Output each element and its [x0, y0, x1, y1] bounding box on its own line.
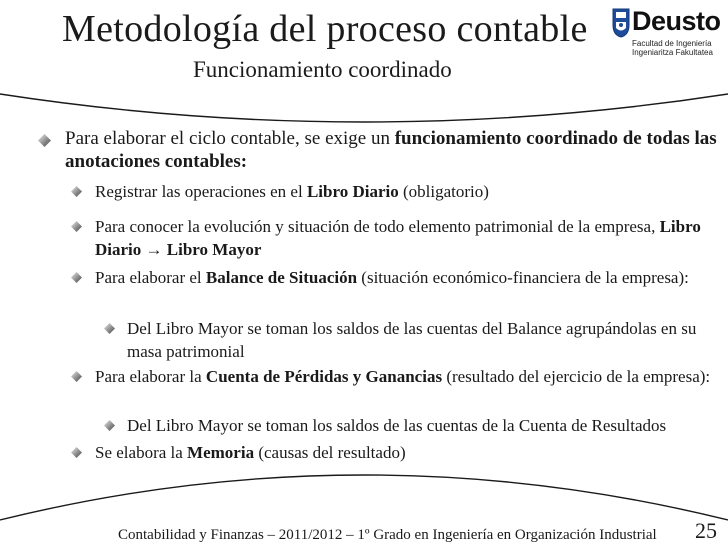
- item-text: (resultado del ejercicio de la empresa):: [442, 367, 711, 386]
- logo-faculty-es: Facultad de Ingeniería: [632, 39, 712, 48]
- logo-faculty-eu: Ingeniaritza Fakultatea: [632, 48, 713, 57]
- item-text: Para elaborar la: [95, 367, 206, 386]
- list-item-resultados-detail: Del Libro Mayor se toman los saldos de las cuentas de la Cuenta de Resultados: [127, 416, 667, 435]
- footer-course-text: Contabilidad y Finanzas – 2011/2012 – 1º Grado en Ingeniería en Organización Industrial: [118, 527, 657, 543]
- list-item-perdidas-ganancias: [95, 365, 720, 388]
- slide-title: Metodología del proceso contable: [62, 8, 588, 50]
- intro-bold: funcionamiento coordinado de todas las anotaciones contables:: [65, 128, 717, 172]
- item-bold: Libro Diario → Libro Mayor: [95, 217, 701, 259]
- item-bold: Balance de Situación: [205, 268, 358, 287]
- item-text: (causas del resultado): [254, 443, 406, 462]
- item-text: Para elaborar el: [95, 268, 206, 287]
- list-item-libro-mayor: [95, 215, 720, 261]
- bullet-icon: [71, 371, 82, 382]
- list-item-memoria: [95, 441, 720, 464]
- item-text: (situación económico-financiera de la empresa):: [357, 268, 689, 287]
- item-bold: Cuenta de Pérdidas y Ganancias: [205, 367, 443, 386]
- bullet-icon: [104, 323, 115, 334]
- bullet-icon: [38, 134, 51, 147]
- slide-subtitle: Funcionamiento coordinado: [193, 57, 452, 82]
- item-text: Registrar las operaciones en el: [95, 182, 307, 201]
- slide-footer: [0, 518, 728, 546]
- list-item-balance: [95, 266, 720, 289]
- list-item-balance-detail: Del Libro Mayor se toman los saldos de las cuentas del Balance agrupándolas en su masa patrimonial: [127, 319, 697, 361]
- logo-wordmark: Deusto: [632, 6, 721, 36]
- item-text: (obligatorio): [398, 182, 489, 201]
- intro-text: Para elaborar el ciclo contable, se exige un: [65, 128, 395, 149]
- item-bold: Libro Diario: [306, 182, 399, 201]
- bullet-icon: [71, 272, 82, 283]
- item-bold: Memoria: [187, 443, 255, 462]
- bullet-icon: [104, 420, 115, 431]
- page-number: 25: [695, 518, 717, 543]
- bullet-icon: [71, 221, 82, 232]
- item-text: Para conocer la evolución y situación de todo elemento patrimonial de la empresa,: [95, 217, 660, 236]
- bullet-icon: [71, 186, 82, 197]
- list-item-intro: [65, 127, 725, 173]
- bullet-icon: [71, 447, 82, 458]
- list-item-libro-diario: [95, 180, 720, 203]
- item-text: Se elabora la: [95, 443, 188, 462]
